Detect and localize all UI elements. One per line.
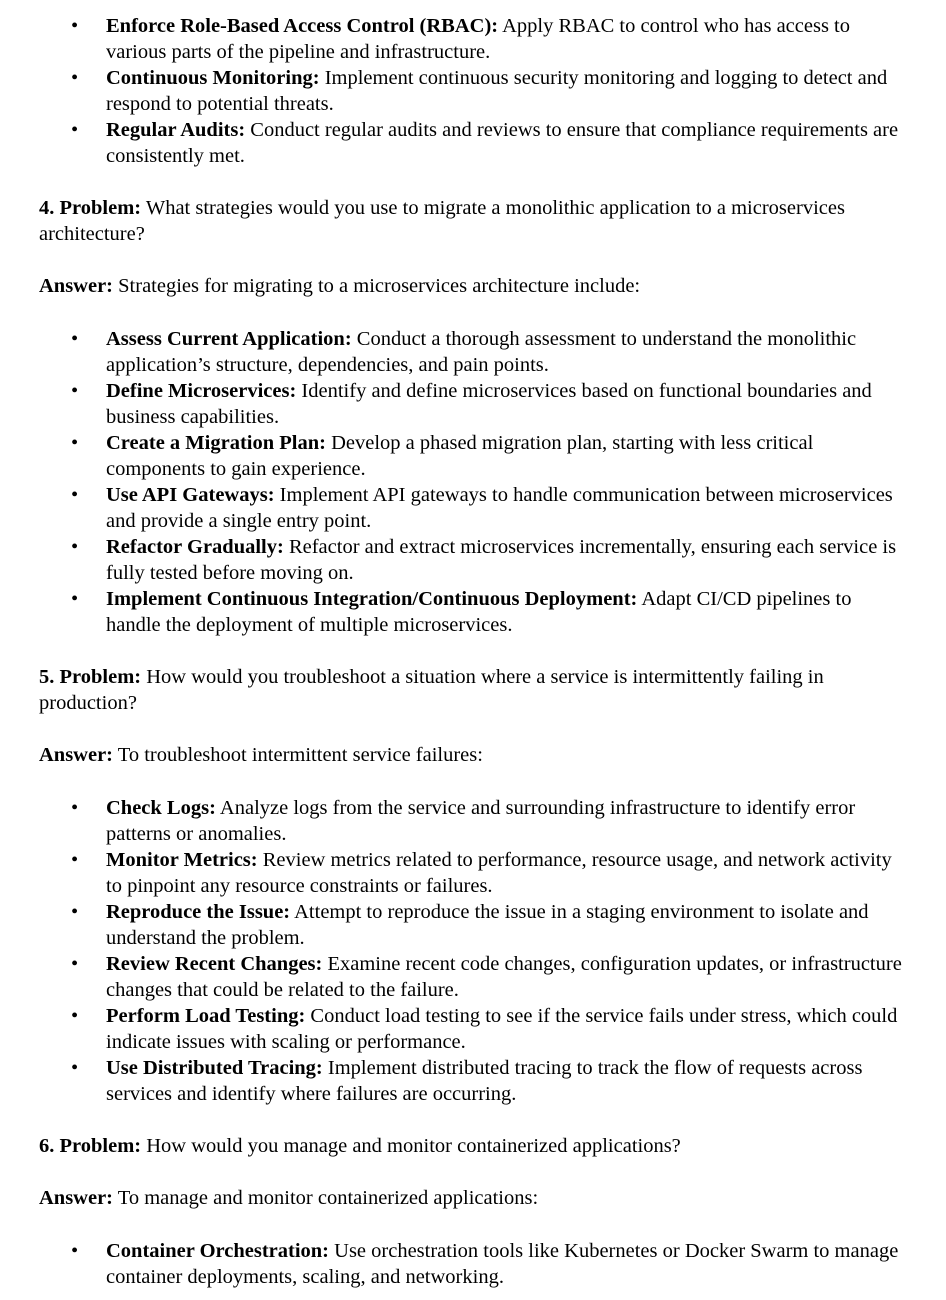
- list-item: [71, 534, 906, 586]
- bullet-icon: •: [71, 1057, 79, 1079]
- bullet-icon: •: [71, 849, 79, 871]
- problem-6: [39, 1133, 909, 1159]
- list-item: [71, 899, 906, 951]
- list-item: [71, 586, 906, 638]
- list-item-term: Implement Continuous Integration/Continuous Deployment:: [106, 588, 638, 610]
- problem-4: [39, 195, 909, 247]
- list-item: [71, 430, 906, 482]
- list-item-text: Use orchestration tools like Kubernetes or Docker Swarm to manage container deployments, scaling, and networking.: [106, 1240, 899, 1288]
- answer-text: Strategies for migrating to a microservices architecture include:: [113, 275, 641, 297]
- problem-label: 6. Problem:: [39, 1135, 142, 1157]
- list-item-text: Apply RBAC to control who has access to various parts of the pipeline and infrastructure.: [106, 15, 850, 63]
- bullet-icon: •: [71, 67, 79, 89]
- list-item: [71, 1055, 906, 1107]
- list-item-text: Analyze logs from the service and surrounding infrastructure to identify error patterns or anomalies.: [106, 797, 856, 845]
- bullet-icon: •: [71, 953, 79, 975]
- bullet-icon: •: [71, 588, 79, 610]
- problem-5: [39, 664, 909, 716]
- list-item-text: Review metrics related to performance, resource usage, and network activity to pinpoint any resource constraints or failures.: [106, 849, 892, 897]
- list-item-text: Conduct regular audits and reviews to ensure that compliance requirements are consistently met.: [106, 119, 899, 167]
- list-item: [71, 117, 906, 169]
- bullet-icon: •: [71, 536, 79, 558]
- problem-text: What strategies would you use to migrate a monolithic application to a microservices architecture?: [39, 197, 845, 245]
- problem-label: 5. Problem:: [39, 666, 142, 688]
- problem-text: How would you manage and monitor containerized applications?: [141, 1135, 681, 1157]
- list-item-text: Examine recent code changes, configuration updates, or infrastructure changes that could be related to the failure.: [106, 953, 902, 1001]
- list-item-term: Continuous Monitoring:: [106, 67, 320, 89]
- list-item-text: Implement API gateways to handle communication between microservices and provide a single entry point.: [106, 484, 893, 532]
- list-item: [71, 847, 906, 899]
- bullet-icon: •: [71, 328, 79, 350]
- list-item-text: Implement distributed tracing to track the flow of requests across services and identify where failures are occurring.: [106, 1057, 863, 1105]
- bullet-icon: •: [71, 432, 79, 454]
- list-item: [71, 65, 906, 117]
- list-item-term: Create a Migration Plan:: [106, 432, 326, 454]
- list-item-text: Attempt to reproduce the issue in a staging environment to isolate and understand the problem.: [106, 901, 869, 949]
- list-item: [71, 378, 906, 430]
- problem-text: How would you troubleshoot a situation where a service is intermittently failing in production?: [39, 666, 824, 714]
- list-item-text: Refactor and extract microservices incrementally, ensuring each service is fully tested before moving on.: [106, 536, 897, 584]
- list-item: [71, 951, 906, 1003]
- list-item: [71, 795, 906, 847]
- list-item-term: Refactor Gradually:: [106, 536, 284, 558]
- list-item-term: Monitor Metrics:: [106, 849, 258, 871]
- list-item-term: Assess Current Application:: [106, 328, 352, 350]
- answer-label: Answer:: [39, 1187, 114, 1209]
- list-item-term: Define Microservices:: [106, 380, 297, 402]
- list-item: [71, 13, 906, 65]
- list-item-text: Implement continuous security monitoring and logging to detect and respond to potential threats.: [106, 67, 888, 115]
- answer-label: Answer:: [39, 744, 114, 766]
- list-item-term: Reproduce the Issue:: [106, 901, 291, 923]
- list-item-text: Adapt CI/CD pipelines to handle the deployment of multiple microservices.: [106, 588, 852, 636]
- bullet-icon: •: [71, 380, 79, 402]
- list-item-term: Use API Gateways:: [106, 484, 275, 506]
- list-item-term: Enforce Role-Based Access Control (RBAC):: [106, 15, 499, 37]
- list-item-term: Check Logs:: [106, 797, 216, 819]
- bullet-icon: •: [71, 1240, 79, 1262]
- bullet-icon: •: [71, 797, 79, 819]
- list-item-term: Container Orchestration:: [106, 1240, 330, 1262]
- list-item-term: Regular Audits:: [106, 119, 246, 141]
- answer-text: To manage and monitor containerized applications:: [113, 1187, 539, 1209]
- list-item-term: Review Recent Changes:: [106, 953, 323, 975]
- answer-6: [39, 1185, 909, 1211]
- answer-4: [39, 273, 909, 299]
- list-item-term: Use Distributed Tracing:: [106, 1057, 323, 1079]
- bullet-icon: •: [71, 484, 79, 506]
- bullet-icon: •: [71, 1005, 79, 1027]
- list-item-text: Develop a phased migration plan, starting with less critical components to gain experience.: [106, 432, 814, 480]
- bullet-icon: •: [71, 15, 79, 37]
- answer-text: To troubleshoot intermittent service failures:: [113, 744, 483, 766]
- list-item-text: Conduct a thorough assessment to understand the monolithic application’s structure, dependencies, and pain points.: [106, 328, 857, 376]
- list-item-term: Perform Load Testing:: [106, 1005, 306, 1027]
- list-item: [71, 1238, 906, 1290]
- bullet-icon: •: [71, 901, 79, 923]
- list-item: [71, 1003, 906, 1055]
- list-item: [71, 326, 906, 378]
- list-item: [71, 482, 906, 534]
- problem-label: 4. Problem:: [39, 197, 142, 219]
- list-item-text: Identify and define microservices based on functional boundaries and business capabilities.: [106, 380, 872, 428]
- answer-5: [39, 742, 909, 768]
- bullet-icon: •: [71, 119, 79, 141]
- answer-label: Answer:: [39, 275, 114, 297]
- list-item-text: Conduct load testing to see if the service fails under stress, which could indicate issues with scaling or performance.: [106, 1005, 898, 1053]
